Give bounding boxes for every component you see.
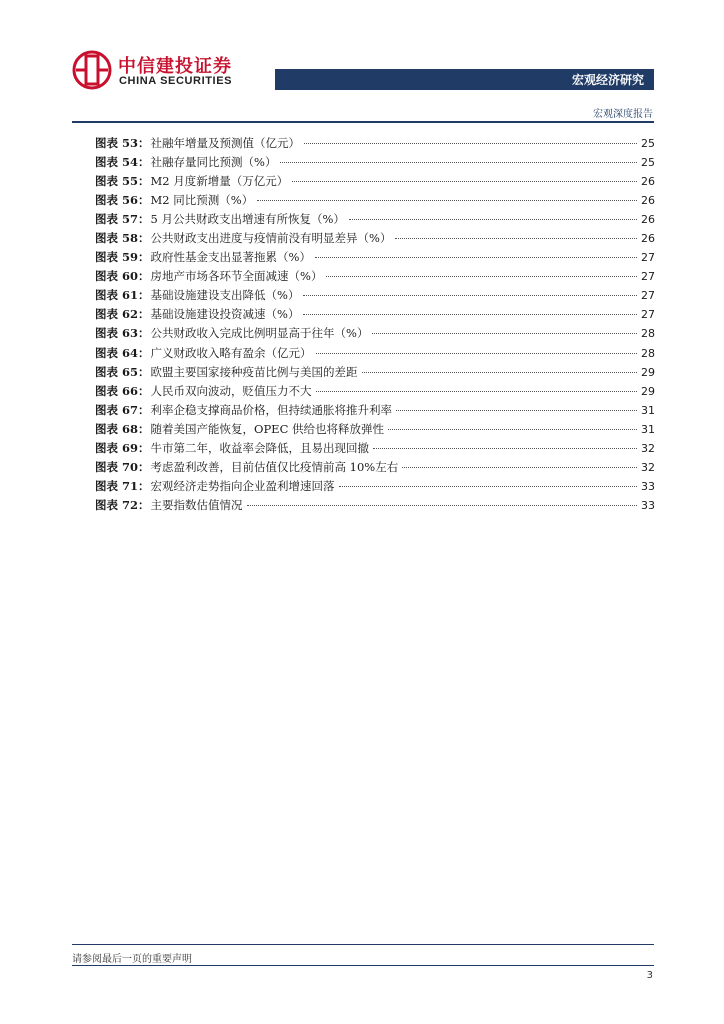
toc-entry-title: 5 月公共财政支出增速有所恢复（%） [150, 212, 345, 227]
toc-entry-label: 图表 64： [95, 345, 150, 360]
logo-chinese-name: 中信建投证券 [118, 56, 232, 77]
toc-entry[interactable] [95, 229, 655, 248]
toc-entry-title: M2 同比预测（%） [150, 193, 254, 208]
figure-list [95, 134, 655, 515]
toc-leader [304, 143, 637, 144]
toc-entry-title: 基础设施建设支出降低（%） [150, 288, 300, 303]
toc-leader [326, 276, 637, 277]
toc-leader [388, 429, 637, 430]
toc-entry-page: 25 [641, 156, 655, 170]
toc-entry-page: 29 [641, 365, 655, 379]
toc-entry-label: 图表 71： [95, 478, 150, 493]
toc-entry-title: M2 月度新增量（万亿元） [150, 174, 289, 189]
toc-entry[interactable] [95, 248, 655, 267]
toc-entry-label: 图表 62： [95, 307, 150, 322]
toc-entry-title: 随着美国产能恢复，OPEC 供给也将释放弹性 [150, 421, 385, 436]
toc-entry-page: 32 [641, 460, 655, 474]
toc-entry-label: 图表 58： [95, 231, 150, 246]
toc-entry-label: 图表 69： [95, 440, 150, 455]
toc-entry-page: 33 [641, 479, 655, 493]
toc-entry-label: 图表 57： [95, 212, 150, 227]
toc-entry-page: 25 [641, 137, 655, 150]
toc-entry[interactable] [95, 172, 655, 191]
footer-divider [72, 944, 654, 945]
toc-entry-page: 26 [641, 213, 655, 227]
toc-entry-page: 29 [641, 384, 655, 398]
report-category: 宏观经济研究 [571, 73, 644, 87]
toc-entry-label: 图表 55： [95, 174, 150, 189]
toc-entry-title: 欧盟主要国家接种疫苗比例与美国的差距 [150, 364, 358, 379]
toc-leader [280, 162, 637, 163]
toc-entry[interactable] [95, 363, 655, 382]
header-bar [275, 69, 654, 90]
toc-entry-title: 政府性基金支出显著拖累（%） [150, 250, 311, 265]
toc-entry-label: 图表 56： [95, 193, 150, 208]
toc-entry-page: 28 [641, 346, 655, 360]
report-type: 宏观深度报告 [593, 109, 653, 120]
toc-entry[interactable] [95, 191, 655, 210]
header-divider [72, 121, 654, 123]
toc-entry-title: 基础设施建设投资减速（%） [150, 307, 300, 322]
toc-entry-title: 牛市第二年，收益率会降低，且易出现回撤 [150, 440, 370, 455]
footer-divider-bottom [72, 965, 654, 966]
toc-leader [395, 238, 637, 239]
toc-entry-label: 图表 68： [95, 421, 150, 436]
toc-entry[interactable] [95, 344, 655, 363]
citic-logo-icon [72, 50, 112, 90]
toc-leader [257, 200, 637, 201]
toc-entry-title: 房地产市场各环节全面减速（%） [150, 269, 323, 284]
toc-leader [339, 486, 637, 487]
toc-entry[interactable] [95, 477, 655, 496]
toc-entry-page: 27 [641, 251, 655, 265]
toc-entry-page: 31 [641, 422, 655, 436]
toc-entry-label: 图表 60： [95, 269, 150, 284]
toc-entry[interactable] [95, 401, 655, 420]
toc-entry-label: 图表 65： [95, 364, 150, 379]
toc-entry-title: 社融年增量及预测值（亿元） [150, 136, 301, 150]
toc-entry-page: 33 [641, 498, 655, 512]
toc-entry-label: 图表 59： [95, 250, 150, 265]
toc-entry-title: 宏观经济走势指向企业盈利增速回落 [150, 478, 335, 493]
toc-entry-label: 图表 72： [95, 497, 150, 512]
toc-entry-title: 利率企稳支撑商品价格，但持续通胀将推升利率 [150, 402, 393, 417]
toc-entry-title: 人民币双向波动，贬值压力不大 [150, 383, 312, 398]
toc-entry[interactable] [95, 382, 655, 401]
toc-entry[interactable] [95, 458, 655, 477]
toc-entry-title: 主要指数估值情况 [150, 497, 243, 512]
toc-leader [303, 295, 637, 296]
logo-english-name: CHINA SECURITIES [119, 75, 233, 87]
toc-entry[interactable] [95, 134, 655, 153]
toc-entry-label: 图表 63： [95, 326, 150, 341]
toc-leader [303, 314, 637, 315]
toc-leader [396, 410, 637, 411]
toc-entry-page: 31 [641, 403, 655, 417]
toc-entry-page: 26 [641, 232, 655, 246]
toc-entry-title: 公共财政收入完成比例明显高于往年（%） [150, 326, 369, 341]
toc-leader [316, 353, 637, 354]
toc-entry-label: 图表 54： [95, 155, 150, 170]
toc-entry-label: 图表 61： [95, 288, 150, 303]
toc-leader [402, 467, 637, 468]
disclaimer-note: 请参阅最后一页的重要声明 [72, 954, 192, 965]
toc-entry-label: 图表 70： [95, 459, 150, 474]
toc-entry[interactable] [95, 267, 655, 286]
toc-entry-title: 考虑盈利改善，目前估值仅比疫情前高 10%左右 [150, 459, 399, 474]
toc-entry-page: 26 [641, 175, 655, 189]
toc-entry[interactable] [95, 324, 655, 343]
toc-entry[interactable] [95, 420, 655, 439]
toc-entry-page: 32 [641, 441, 655, 455]
toc-entry-title: 社融存量同比预测（%） [150, 155, 277, 170]
toc-entry[interactable] [95, 153, 655, 172]
toc-entry-page: 27 [641, 308, 655, 322]
toc-leader [362, 372, 637, 373]
toc-entry[interactable] [95, 439, 655, 458]
page-header [0, 0, 724, 130]
toc-leader [372, 333, 637, 334]
toc-entry-page: 27 [641, 289, 655, 303]
toc-entry-page: 27 [641, 270, 655, 284]
company-logo [72, 50, 272, 94]
toc-entry-label: 图表 53： [95, 136, 150, 150]
toc-leader [247, 505, 637, 506]
toc-entry-label: 图表 66： [95, 383, 150, 398]
toc-entry[interactable] [95, 210, 655, 229]
toc-leader [373, 448, 637, 449]
toc-entry[interactable] [95, 286, 655, 305]
toc-leader [316, 391, 637, 392]
toc-entry-title: 广义财政收入略有盈余（亿元） [150, 345, 312, 360]
page-number: 3 [646, 970, 653, 981]
toc-leader [349, 219, 637, 220]
toc-entry-title: 公共财政支出进度与疫情前没有明显差异（%） [150, 231, 392, 246]
toc-entry-page: 28 [641, 327, 655, 341]
toc-entry[interactable] [95, 496, 655, 515]
toc-entry-page: 26 [641, 194, 655, 208]
toc-entry[interactable] [95, 305, 655, 324]
toc-entry-label: 图表 67： [95, 402, 150, 417]
toc-leader [292, 181, 637, 182]
toc-leader [315, 257, 637, 258]
